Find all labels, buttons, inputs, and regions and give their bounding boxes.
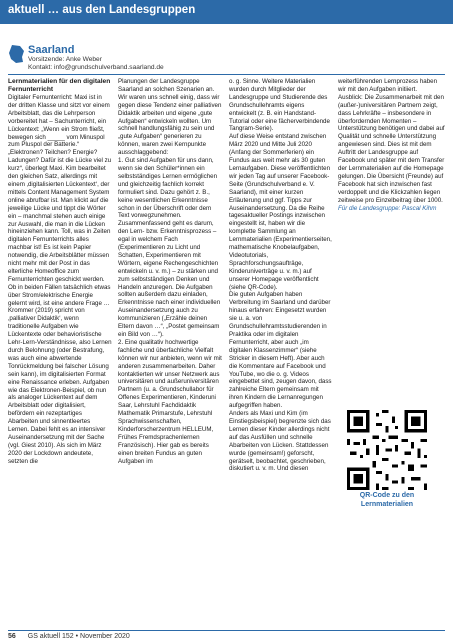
divider: [8, 74, 445, 75]
qr-code-block: [342, 410, 432, 510]
page-footer: [8, 633, 130, 640]
saarland-map-icon: [8, 44, 25, 64]
qr-caption: QR-Code zu den Lernmaterialien: [359, 492, 415, 508]
page-number: 56: [8, 633, 16, 640]
section-title: aktuell … aus den Landesgruppen: [8, 4, 196, 16]
article-text: Digitaler Fernunterricht: Maxi ist in der dritten Klasse und sitzt vor einem Arbeitsblatt, das die Lehrperson vorbereitet hat – Sachunterricht, ein Lückentext: „Wenn ein Strom fließt, bewegen sich _____ vom Minuspol zum Pluspol der Batterie.“ „Elektronen? Teilchen? Energie? Ladungen? Dafür ist die Lücke viel zu kurz“, überlegt Maxi. Kim bearbeitet den gleichen Satz, allerdings mit einem ‚digitalisierten Lückentext‘, der mittels Content Management System online abrufbar ist. Man klickt auf die jeweilige Lücke und tippt die Wörter ein – manchmal stehen auch einige zur Auswahl, die man in die Lücken hineinziehen kann. Toll, was in Zeiten digitalen Fernunterrichts alles machbar ist! Es ist kein Papier notwendig, die Arbeitsblätter müssen nicht mehr mit der Post in das elterliche Homeoffice zum Fernunterrichten geschickt werden. Ob in beiden Fällen tatsächlich etwas über Strom/elektrische Energie gelernt wird, ist eine andere Frage … Krommer (2019) spricht von ‚palliativer Didaktik‘, wenn traditionelle Aufgaben wie Lückentexte oder behavioristische Lehr-Lern-Verständnisse, also Lernen durch Belohnung (oder Bestrafung, was auch eine abwertende Tonrückmeldung bei falscher Lösung sein kann), im digitalisierten Format eine Renaissance erleben. Aufgaben wie das Elektronen-Beispiel, ob nun als analoger Lückentext auf dem Arbeitsblatt oder digitalisiert, befördern ein rezeptartiges Abarbeiten und sinnentleertes Lernen. Dabei fehlt es an intensiver Auseinandersetzung mit der Sache (vgl. Giest 2010). Als sich im März 2020 der Lockdown andeutete, setzten die: [8, 94, 112, 465]
article-column-1: [8, 78, 112, 466]
issue-label: GS aktuell 152 • November 2020: [27, 633, 130, 640]
state-chair: Vorsitzende: Anke Weber: [28, 56, 102, 63]
article-author: Für die Landesgruppe: Pascal Kihm: [338, 204, 437, 212]
section-header-bar: [0, 0, 453, 24]
qr-code-icon[interactable]: [347, 410, 427, 490]
article-text: weiterführenden Lernprozess haben wir mit den Aufgaben initiiert. Ausblick: Die Zusammenarbeit mit den (außer-)universitären Partnern zeigt, dass Lehrkräfte – insbesondere in überfordernden Momenten – Unterstützung benötigen und dabei auf Qualität und schnelle Unterstützung angewiesen sind. Dies ist mit dem Auftritt der Landesgruppe auf Facebook und später mit dem Transfer der Lernmaterialien auf die Homepage gelungen. Die Übersicht (Freunde) auf Facebook hat sich inzwischen fast verdoppelt und die Klickzahlen liegen zeitweise pro Einzelbeitrag über 1000.: [338, 78, 445, 204]
article-heading: Lernmaterialien für den digitalen Fernunterricht: [8, 78, 111, 93]
article-text: Planungen der Landesgruppe Saarland an solchen Szenarien an. Wir waren uns schnell einig, dass wir gegen diese Tendenz einer palliativen Didaktik arbeiten und eigene „gute Aufgaben“ entwickeln wollten. Um schnell handlungsfähig zu sein und „gute Aufgaben“ generieren zu können, waren zwei Kernpunkte ausschlaggebend: 1. Gut sind Aufgaben für uns dann, wenn sie den Schüler*innen ein selbstständiges Lernen ermöglichen und gleichzeitig fachlich korrekt formuliert sind. Dazu gehört z. B., keine wesentlichen Erkenntnisse schon in der Überschrift oder dem Text vorwegzunehmen. Zusammenfassend geht es darum, den Lern- bzw. Erkenntnisprozess – egal in welchem Fach (Experimentieren zu Licht und Schatten, Experimentieren mit Wörtern, eigene Rechengeschichten entwickeln u. v. m.) – zu stärken und zum selbstständigen Denken und Handeln anzuregen. Die Aufgaben sollten außerdem dazu einladen, Erkenntnisse nach einer individuellen Auseinandersetzung auch zu kommunizieren („Erzähle deinen Eltern davon …“, „Postet gemeinsam ein Bild von …“). 2. Eine qualitativ hochwertige fachliche und überfachliche Vielfalt können wir nur anbieten, wenn wir mit anderen zusammenarbeiten. Daher kontaktierten wir unser Netzwerk aus universitären und außeruniversitären Partnern (u. a. Grundschullabor für Offenes Experimentieren, Kinderuni Saar, Lehrstuhl Fachdidaktik Mathematik Primarstufe, Lehrstuhl Sprachwissenschaften, Kinderforscherzentrum HELLEUM, Frühes Fremdsprachenlernen Französisch). Hier gab es bereits einen breiten Fundus an guten Aufgaben im: [118, 78, 222, 465]
article-text: o. g. Sinne. Weitere Materialien wurden durch Mitglieder der Landesgruppe und Studierende des Grundschullehramts eigens entwickelt (z. B. ein Handstand-Tutorial oder eine fächerverbindende Tangram-Serie). Auf diese Weise entstand zwischen März 2020 und Mitte Juli 2020 (Anfang der Sommerferien) ein Fundus aus weit mehr als 30 guten Lernaufgaben. Diese veröffentlichten wir jeden Tag auf unserer Facebook-Seite (Grundschulverband e. V. Saarland), mit einer kurzen Erläuterung und ggf. Tipps zur Auseinandersetzung. Da die Reihe tagesaktueller Postings inzwischen eingestellt ist, haben wir die komplette Sammlung an Lernmaterialien (Experimentierseiten, mathematische Knobelaufgaben, Videotutorials, Sprachforschungsaufträge, Kinderuniverträge u. v. m.) auf unserer Homepage veröffentlicht (siehe QR-Code). Die guten Aufgaben haben Verbreitung im Saarland und darüber hinaus erfahren: Eingesetzt wurden sie u. a. von Grundschullehramtsstudierenden in Praktika oder im digitalen Fernunterricht, aber auch „im digitalen Klassenzimmer“ (siehe Stricker in diesem Heft). Aber auch die Kommentare auf Facebook und YouTube, wo die o. g. Videos eingebettet sind, zeugen davon, dass zahlreiche Eltern gemeinsam mit ihren Kindern die Lernanregungen aufgegriffen haben. Anders als Maxi und Kim (im Einstiegsbeispiel) begrenzte sich das Lernen dieser Kinder allerdings nicht auf das Ausfüllen und schnelle Abarbeiten von Lücken. Stattdessen wurde (gemeinsam!) geforscht, gerätselt, beobachtet, geschrieben, diskutiert u. v. m. Und diesen: [229, 78, 332, 473]
article-column-2: [118, 78, 222, 465]
article-column-4: [338, 78, 446, 212]
state-contact: Kontakt: info@grundschulverband.saarland.de: [28, 64, 164, 71]
article-column-3: [229, 78, 333, 473]
state-name: Saarland: [28, 44, 75, 56]
footer-divider: [8, 630, 445, 631]
